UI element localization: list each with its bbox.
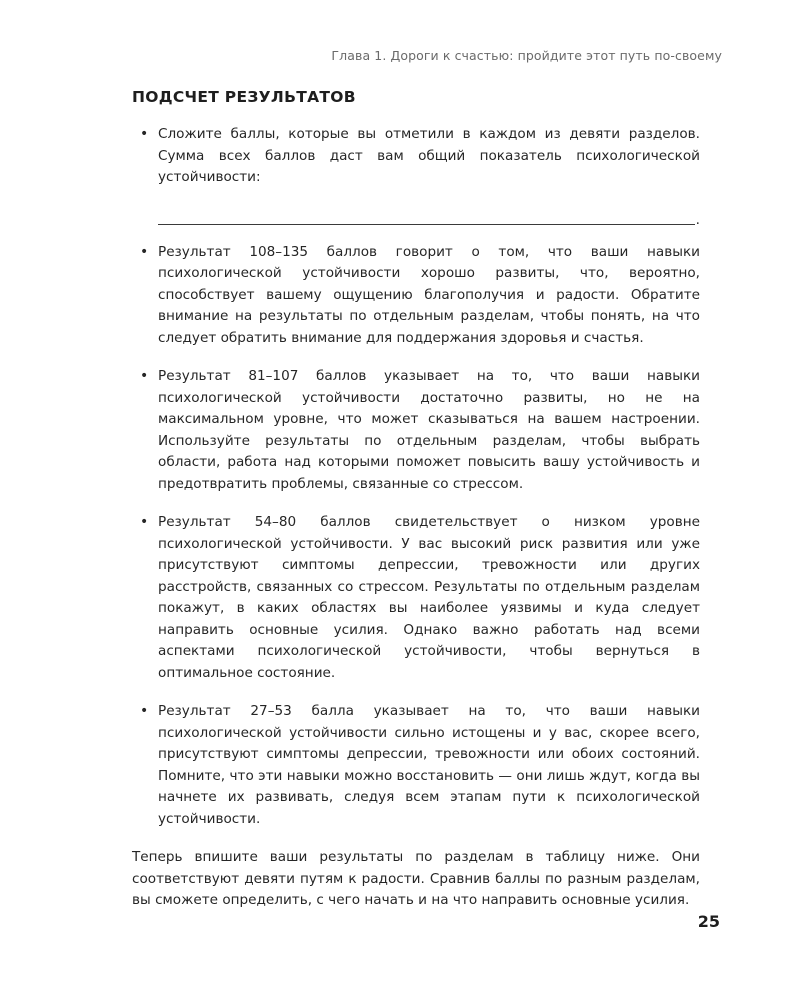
result-text-81-107: Результат 81–107 баллов указывает на то, что ваши навыки психологической устойчивости достаточно развиты, но не на максимальном уровне, что может сказываться на вашем настроении. Используйте результаты по отдельным разделам, чтобы выбрать области, работа над которыми поможет повысить вашу устойчивость и предотвратить проблемы, связанные со стрессом.	[158, 368, 700, 492]
answer-line-end: .	[695, 211, 700, 228]
list-item-instruction	[132, 124, 700, 228]
main-content	[132, 88, 700, 925]
list-item-result	[132, 512, 700, 684]
result-text-27-53: Результат 27–53 балла указывает на то, что ваши навыки психологической устойчивости сильно истощены и у вас, скорее всего, присутствуют симптомы депрессии, тревожности или обоих состояний. Помните, что эти навыки можно восстановить — они лишь ждут, когда вы начнете их развивать, следуя всем этапам пути к психологической устойчивости.	[158, 703, 700, 827]
result-text-54-80: Результат 54–80 баллов свидетельствует о низком уровне психологической устойчивости. У вас высокий риск развития или уже присутствуют симптомы депрессии, тревожности или других расстройств, связанных со стрессом. Результаты по отдельным разделам покажут, в каких областях вы наиболее уязвимы и куда следует направить основные усилия. Однако важно работать над всеми аспектами психологической устойчивости, чтобы вернуться в оптимальное состояние.	[158, 514, 700, 681]
answer-field[interactable]	[158, 211, 700, 228]
result-text-108-135: Результат 108–135 баллов говорит о том, что ваши навыки психологической устойчивости хорошо развиты, что, вероятно, способствует вашему ощущению благополучия и радости. Обратите внимание на результаты по отдельным разделам, чтобы понять, на что следует обратить внимание для поддержания здоровья и счастья.	[158, 243, 700, 346]
closing-paragraph: Теперь впишите ваши результаты по разделам в таблицу ниже. Они соответствуют девяти путям к радости. Сравнив баллы по разным разделам, вы сможете определить, с чего начать и на что направить основные усилия.	[132, 849, 700, 908]
list-item-result	[132, 242, 700, 350]
bullet-icon: •	[140, 703, 149, 719]
instruction-text: Сложите баллы, которые вы отметили в каждом из девяти разделов. Сумма всех баллов даст вам общий показатель психологической устойчивости:	[158, 126, 700, 185]
bullet-icon: •	[140, 368, 149, 384]
bullet-icon: •	[140, 243, 149, 260]
bullet-icon: •	[140, 514, 149, 530]
list-item-result	[132, 701, 700, 830]
list-item-result	[132, 366, 700, 495]
section-title: ПОДСЧЕТ РЕЗУЛЬТАТОВ	[132, 88, 356, 106]
answer-underline	[158, 216, 695, 225]
page-number: 25	[697, 912, 720, 931]
bullet-icon: •	[140, 126, 149, 142]
running-header: Глава 1. Дороги к счастью: пройдите этот путь по-своему	[331, 48, 722, 63]
bullet-list	[132, 124, 700, 830]
